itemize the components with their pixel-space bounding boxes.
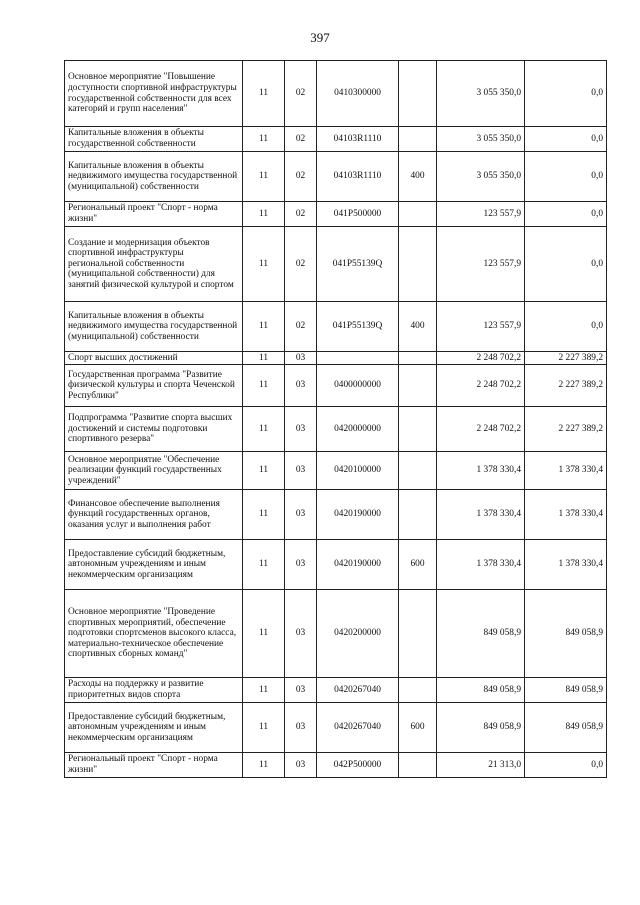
- row-name: Капитальные вложения в объекты недвижимого имущества государственной (муниципальной) собственности: [65, 152, 243, 202]
- table-row: [65, 227, 607, 302]
- row-name: Предоставление субсидий бюджетным, автономным учреждениям и иным некоммерческим организациям: [65, 540, 243, 590]
- row-sum-1: 849 058,9: [437, 590, 525, 678]
- row-sum-1: 123 557,9: [437, 227, 525, 302]
- row-sum-1: 123 557,9: [437, 202, 525, 227]
- row-name: Региональный проект "Спорт - норма жизни": [65, 753, 243, 778]
- row-target-code: 042P500000: [317, 753, 399, 778]
- row-sum-2: 0,0: [525, 152, 607, 202]
- row-sum-1: 1 378 330,4: [437, 452, 525, 490]
- row-expense-type: 400: [399, 152, 437, 202]
- row-target-code: 0420190000: [317, 540, 399, 590]
- row-target-code: 04103R1110: [317, 152, 399, 202]
- row-sum-2: 0,0: [525, 202, 607, 227]
- row-section: 11: [243, 127, 285, 152]
- row-target-code: 0420267040: [317, 703, 399, 753]
- row-section: 11: [243, 227, 285, 302]
- row-subsection: 03: [285, 540, 317, 590]
- row-subsection: 02: [285, 227, 317, 302]
- table-row: [65, 490, 607, 540]
- row-expense-type: [399, 590, 437, 678]
- row-sum-2: 2 227 389,2: [525, 365, 607, 407]
- row-target-code: 0420190000: [317, 490, 399, 540]
- row-expense-type: [399, 61, 437, 127]
- row-name: Финансовое обеспечение выполнения функций государственных органов, оказания услуг и выполнения работ: [65, 490, 243, 540]
- row-sum-2: 1 378 330,4: [525, 490, 607, 540]
- row-expense-type: [399, 127, 437, 152]
- row-name: Региональный проект "Спорт - норма жизни": [65, 202, 243, 227]
- row-target-code: 0410300000: [317, 61, 399, 127]
- row-expense-type: 600: [399, 703, 437, 753]
- row-name: Расходы на поддержку и развитие приоритетных видов спорта: [65, 678, 243, 703]
- row-target-code: 0420200000: [317, 590, 399, 678]
- row-section: 11: [243, 202, 285, 227]
- row-name: Основное мероприятие "Проведение спортивных мероприятий, обеспечение подготовки спортсменов высокого класса, материально-техническое обеспечение спортивных сборных команд": [65, 590, 243, 678]
- row-sum-1: 3 055 350,0: [437, 61, 525, 127]
- row-name: Создание и модернизация объектов спортивной инфраструктуры региональной собственности (муниципальной собственности) для занятий физической культурой и спортом: [65, 227, 243, 302]
- row-expense-type: [399, 407, 437, 452]
- row-subsection: 02: [285, 302, 317, 352]
- row-name: Капитальные вложения в объекты недвижимого имущества государственной (муниципальной) собственности: [65, 302, 243, 352]
- table-row: [65, 302, 607, 352]
- table-row: [65, 590, 607, 678]
- row-subsection: 02: [285, 61, 317, 127]
- table-row: [65, 202, 607, 227]
- row-section: 11: [243, 703, 285, 753]
- row-expense-type: [399, 202, 437, 227]
- table-row: [65, 61, 607, 127]
- row-section: 11: [243, 452, 285, 490]
- row-sum-2: 0,0: [525, 61, 607, 127]
- row-name: Государственная программа "Развитие физической культуры и спорта Чеченской Республики": [65, 365, 243, 407]
- row-target-code: 041P55139Q: [317, 302, 399, 352]
- row-subsection: 02: [285, 152, 317, 202]
- row-subsection: 03: [285, 703, 317, 753]
- row-sum-2: 0,0: [525, 227, 607, 302]
- row-section: 11: [243, 352, 285, 365]
- budget-table-body: [65, 61, 607, 778]
- row-subsection: 03: [285, 678, 317, 703]
- row-name: Спорт высших достижений: [65, 352, 243, 365]
- row-section: 11: [243, 678, 285, 703]
- row-target-code: 04103R1110: [317, 127, 399, 152]
- row-subsection: 03: [285, 490, 317, 540]
- table-row: [65, 753, 607, 778]
- table-row: [65, 452, 607, 490]
- row-expense-type: [399, 753, 437, 778]
- row-subsection: 03: [285, 753, 317, 778]
- row-sum-2: 849 058,9: [525, 590, 607, 678]
- row-target-code: 0420000000: [317, 407, 399, 452]
- row-subsection: 03: [285, 352, 317, 365]
- budget-table: [64, 60, 607, 778]
- row-sum-1: 3 055 350,0: [437, 127, 525, 152]
- row-name: Предоставление субсидий бюджетным, автономным учреждениям и иным некоммерческим организациям: [65, 703, 243, 753]
- row-expense-type: [399, 352, 437, 365]
- row-section: 11: [243, 152, 285, 202]
- table-row: [65, 703, 607, 753]
- row-sum-1: 1 378 330,4: [437, 540, 525, 590]
- row-sum-1: 123 557,9: [437, 302, 525, 352]
- row-sum-2: 0,0: [525, 753, 607, 778]
- row-section: 11: [243, 540, 285, 590]
- row-subsection: 03: [285, 590, 317, 678]
- row-sum-2: 0,0: [525, 127, 607, 152]
- table-row: [65, 352, 607, 365]
- row-section: 11: [243, 407, 285, 452]
- row-target-code: 041P500000: [317, 202, 399, 227]
- row-expense-type: [399, 678, 437, 703]
- table-row: [65, 365, 607, 407]
- row-section: 11: [243, 365, 285, 407]
- row-subsection: 02: [285, 127, 317, 152]
- row-target-code: 0420100000: [317, 452, 399, 490]
- row-name: Основное мероприятие "Повышение доступности спортивной инфраструктуры государственной собственности для всех категорий и групп населения": [65, 61, 243, 127]
- row-subsection: 03: [285, 365, 317, 407]
- table-row: [65, 127, 607, 152]
- row-sum-2: 849 058,9: [525, 703, 607, 753]
- row-expense-type: [399, 365, 437, 407]
- table-row: [65, 407, 607, 452]
- row-sum-1: 849 058,9: [437, 703, 525, 753]
- row-sum-1: 2 248 702,2: [437, 365, 525, 407]
- table-row: [65, 540, 607, 590]
- row-section: 11: [243, 302, 285, 352]
- row-sum-2: 0,0: [525, 302, 607, 352]
- row-sum-1: 1 378 330,4: [437, 490, 525, 540]
- row-section: 11: [243, 590, 285, 678]
- row-subsection: 03: [285, 452, 317, 490]
- table-row: [65, 152, 607, 202]
- row-expense-type: [399, 490, 437, 540]
- table-row: [65, 678, 607, 703]
- row-section: 11: [243, 61, 285, 127]
- row-name: Подпрограмма "Развитие спорта высших достижений и системы подготовки спортивного резерва": [65, 407, 243, 452]
- row-expense-type: 600: [399, 540, 437, 590]
- row-sum-2: 2 227 389,2: [525, 407, 607, 452]
- row-sum-2: 849 058,9: [525, 678, 607, 703]
- row-expense-type: [399, 227, 437, 302]
- row-sum-2: 1 378 330,4: [525, 452, 607, 490]
- row-sum-1: 2 248 702,2: [437, 407, 525, 452]
- row-name: Основное мероприятие "Обеспечение реализации функций государственных учреждений": [65, 452, 243, 490]
- row-sum-2: 1 378 330,4: [525, 540, 607, 590]
- row-sum-1: 2 248 702,2: [437, 352, 525, 365]
- row-subsection: 02: [285, 202, 317, 227]
- row-target-code: 0400000000: [317, 365, 399, 407]
- row-section: 11: [243, 490, 285, 540]
- row-subsection: 03: [285, 407, 317, 452]
- row-target-code: 0420267040: [317, 678, 399, 703]
- row-target-code: [317, 352, 399, 365]
- row-sum-2: 2 227 389,2: [525, 352, 607, 365]
- row-sum-1: 3 055 350,0: [437, 152, 525, 202]
- row-target-code: 041P55139Q: [317, 227, 399, 302]
- row-sum-1: 21 313,0: [437, 753, 525, 778]
- row-expense-type: 400: [399, 302, 437, 352]
- row-section: 11: [243, 753, 285, 778]
- row-sum-1: 849 058,9: [437, 678, 525, 703]
- row-expense-type: [399, 452, 437, 490]
- page-number: 397: [310, 30, 330, 45]
- row-name: Капитальные вложения в объекты государственной собственности: [65, 127, 243, 152]
